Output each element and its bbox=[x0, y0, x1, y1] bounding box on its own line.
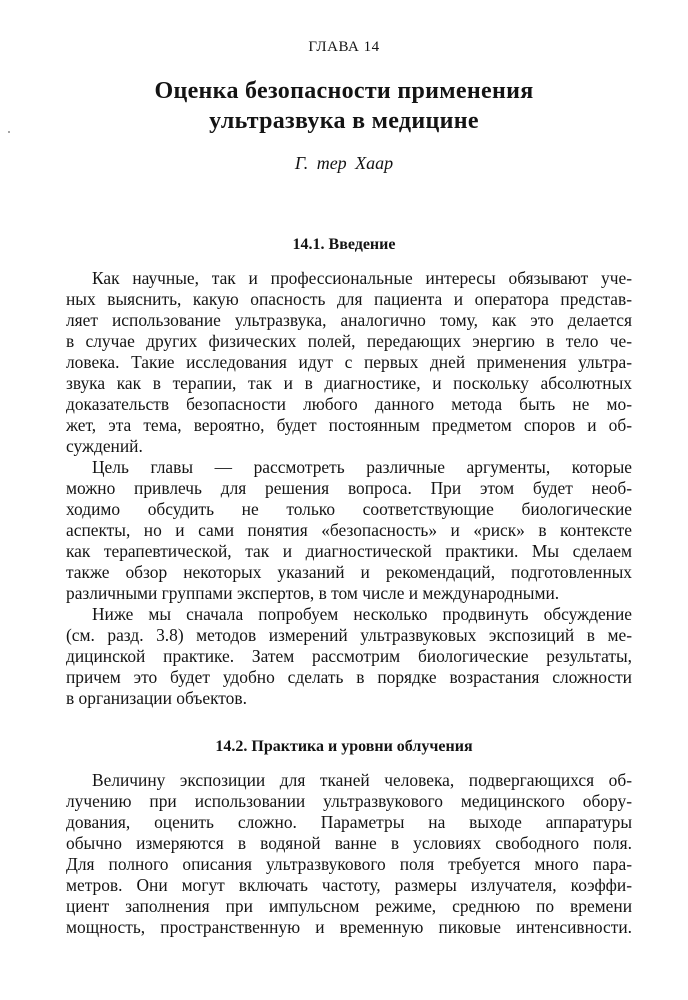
chapter-title bbox=[0, 76, 688, 136]
text-line: причем это будет удобно сделать в порядке возрастания сложности bbox=[66, 667, 632, 687]
chapter-title-line-2: ультразвука в медицине bbox=[209, 108, 479, 134]
text-line: (см. разд. 3.8) методов измерений ультразвуковых экспозиций в ме- bbox=[66, 625, 632, 645]
text-line: суждений. bbox=[66, 436, 143, 456]
text-line: ляет использование ультразвука, аналогично тому, как это делается bbox=[66, 310, 632, 330]
text-line: дования, оценить сложно. Параметры на выходе аппаратуры bbox=[66, 812, 632, 832]
text-line: Ниже мы сначала попробуем несколько продвинуть обсуждение bbox=[92, 604, 632, 624]
paragraph bbox=[66, 457, 632, 604]
section-heading-14-2: 14.2. Практика и уровни облучения bbox=[215, 738, 473, 755]
text-line: ловека. Такие исследования идут с первых дней применения ультра- bbox=[66, 352, 632, 372]
text-line: Как научные, так и профессиональные интересы обязывают уче- bbox=[92, 268, 632, 288]
chapter-title-line-1: Оценка безопасности применения bbox=[154, 78, 534, 104]
text-line: метров. Они могут включать частоту, размеры излучателя, коэффи- bbox=[66, 875, 632, 895]
text-line: звука как в терапии, так и в диагностике, и поскольку абсолютных bbox=[66, 373, 632, 393]
text-line: в организации объектов. bbox=[66, 688, 247, 708]
section-heading-14-1: 14.1. Введение bbox=[292, 236, 396, 253]
text-line: Величину экспозиции для тканей человека, подвергающихся об- bbox=[92, 770, 632, 790]
text-line: Для полного описания ультразвукового поля требуется много пара- bbox=[66, 854, 632, 874]
chapter-label: ГЛАВА 14 bbox=[308, 39, 380, 55]
text-line: лучению при использовании ультразвукового медицинского обору- bbox=[66, 791, 632, 811]
text-line: мощность, пространственную и временную пиковые интенсивности. bbox=[66, 917, 632, 937]
paragraph bbox=[66, 268, 632, 457]
text-line: доказательств безопасности любого данного метода быть не мо- bbox=[66, 394, 632, 414]
text-line: можно привлечь для решения вопроса. При этом будет необ- bbox=[66, 478, 632, 498]
text-line: ных выяснить, какую опасность для пациента и оператора представ- bbox=[66, 289, 632, 309]
text-line: как терапевтической, так и диагностической практики. Мы сделаем bbox=[66, 541, 632, 561]
paragraph bbox=[66, 604, 632, 709]
text-line: циент заполнения при импульсном режиме, среднюю по времени bbox=[66, 896, 632, 916]
text-line: в случае других физических полей, передающих энергию в тело че- bbox=[66, 331, 632, 351]
text-line: различными группами экспертов, в том числе и международными. bbox=[66, 583, 560, 603]
text-line: жет, эта тема, вероятно, будет постоянным предметом споров и об- bbox=[66, 415, 632, 435]
chapter-author: Г. тер Хаар bbox=[294, 153, 394, 173]
text-line: аспекты, но и сами понятия «безопасность» и «риск» в контексте bbox=[66, 520, 632, 540]
text-line: дицинской практике. Затем рассмотрим биологические результаты, bbox=[66, 646, 632, 666]
text-line: Цель главы — рассмотреть различные аргументы, которые bbox=[92, 457, 632, 477]
text-line: обычно измеряются в водяной ванне в условиях свободного поля. bbox=[66, 833, 632, 853]
text-line: ходимо обсудить не только соответствующие биологические bbox=[66, 499, 632, 519]
paragraph bbox=[66, 770, 632, 938]
text-line: также обзор некоторых указаний и рекомендаций, подготовленных bbox=[66, 562, 632, 582]
